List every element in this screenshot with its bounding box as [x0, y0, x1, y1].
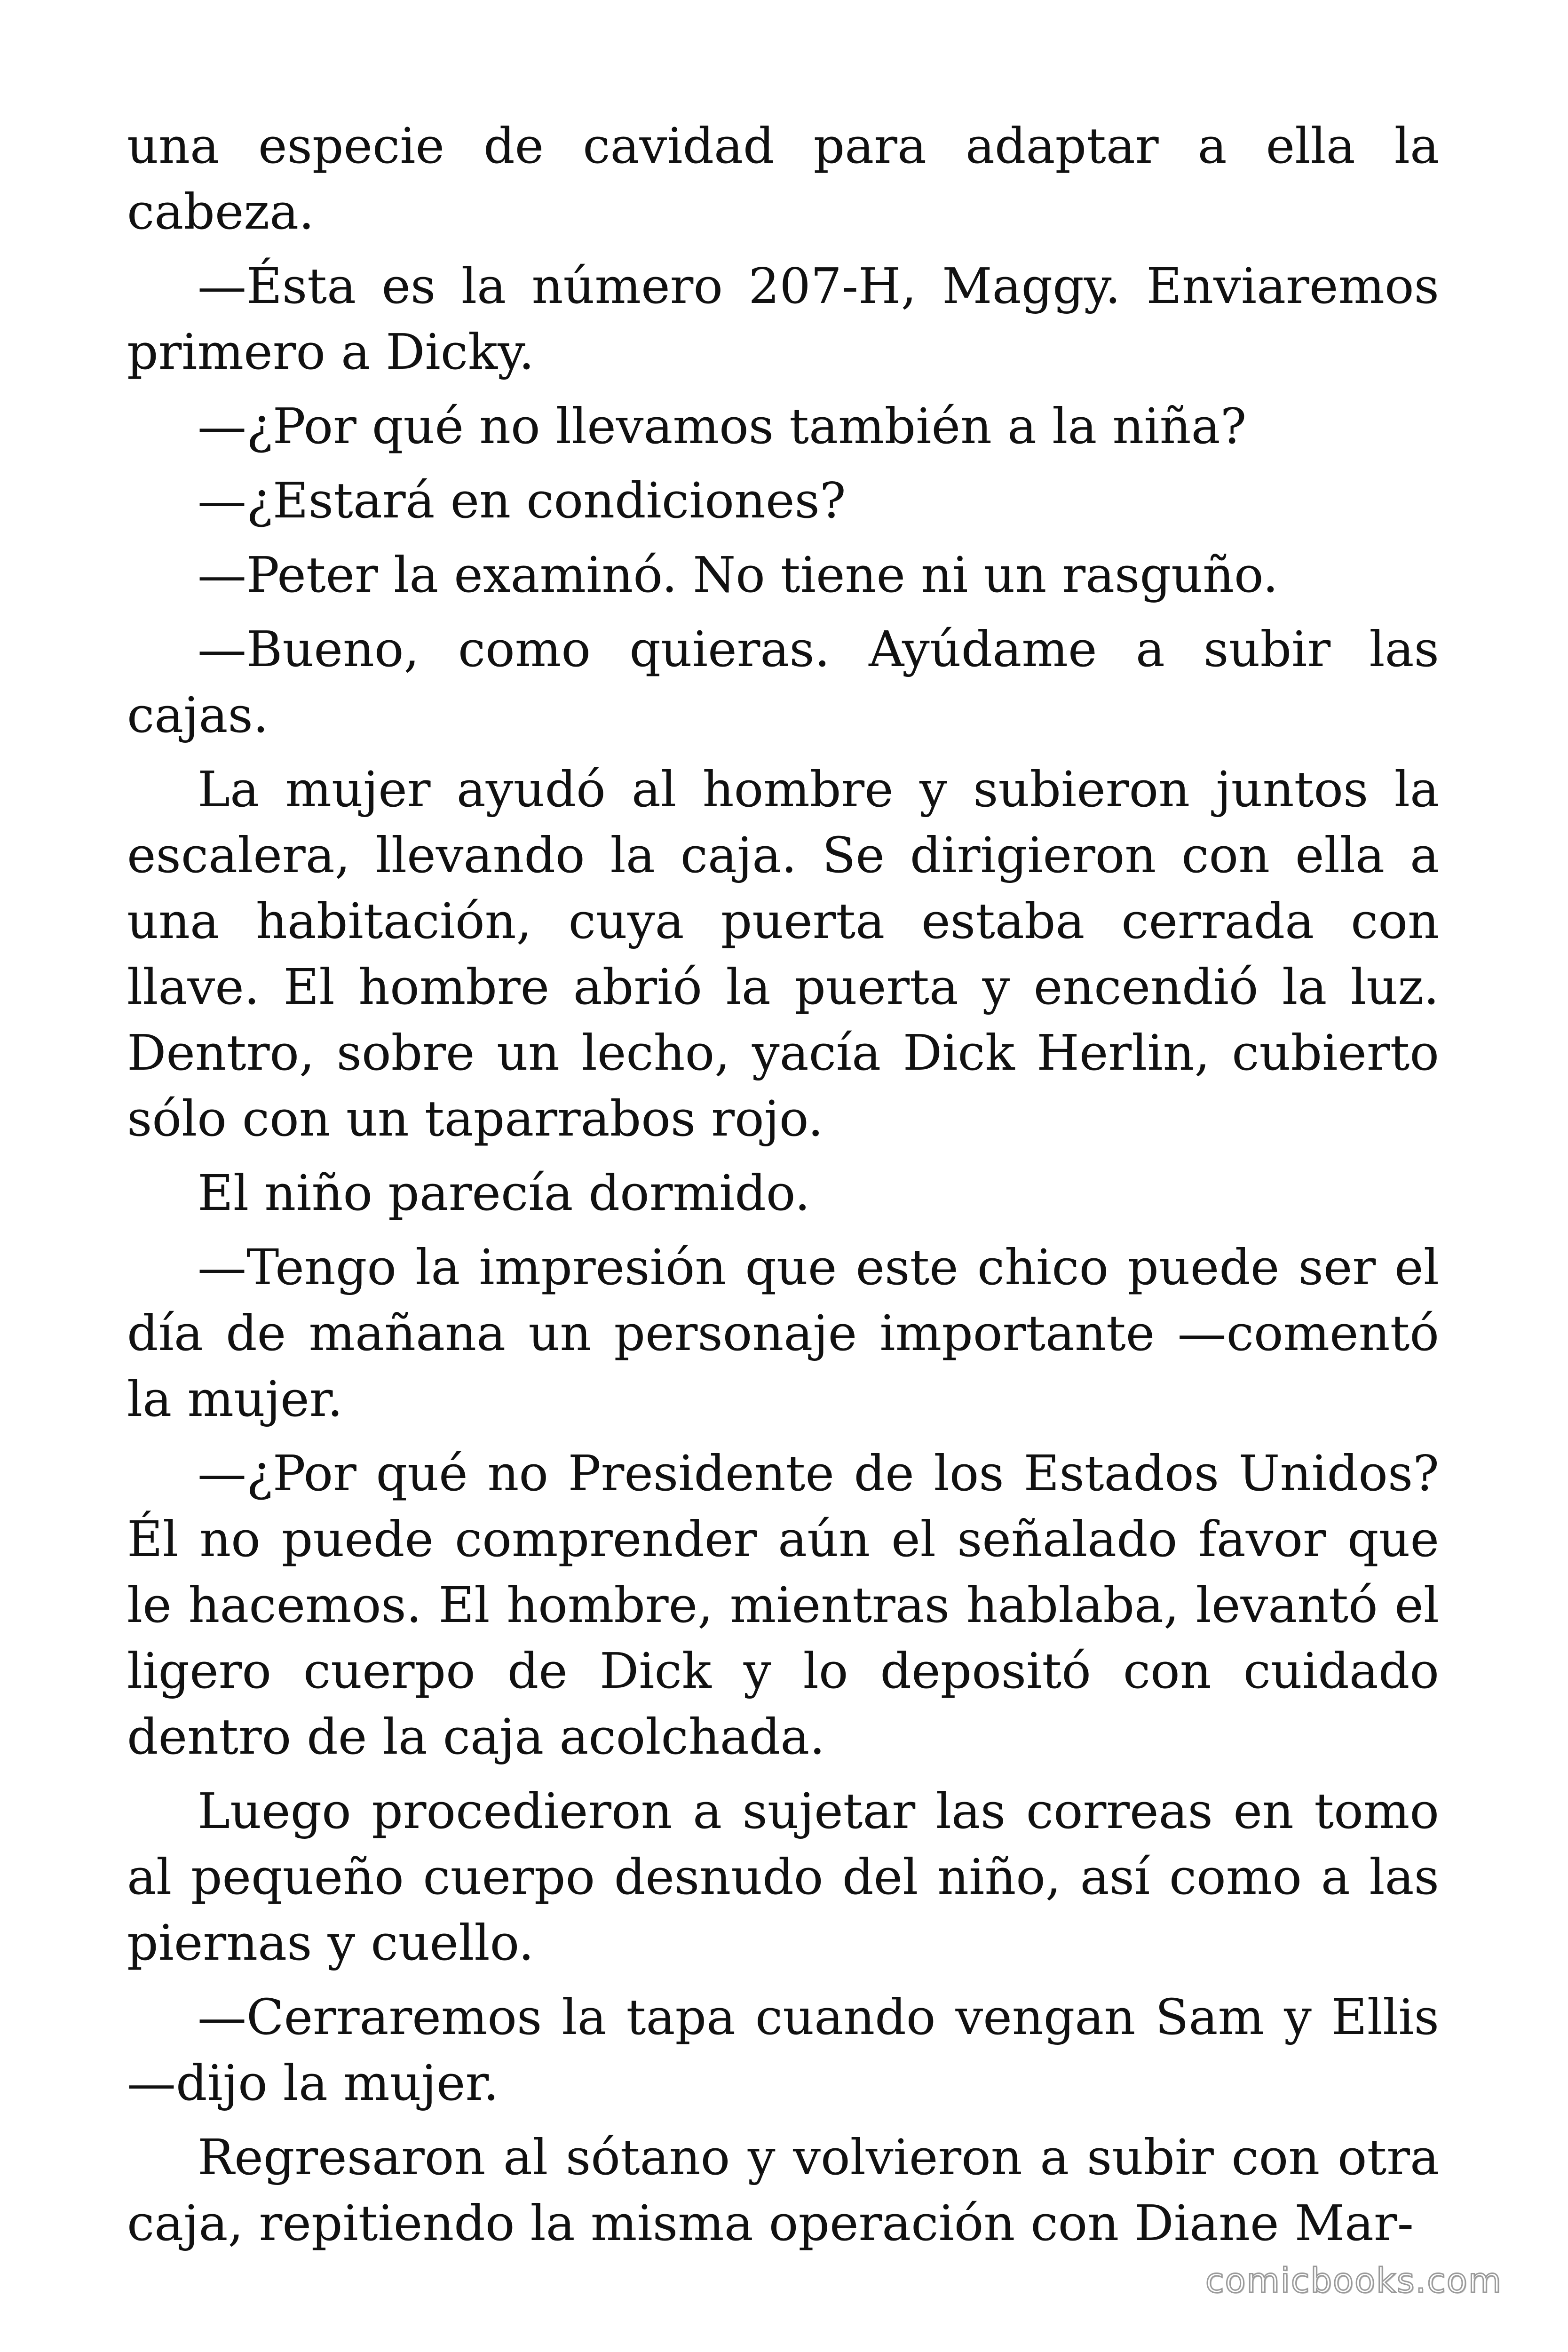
paragraph-4: —¿Estará en condiciones?	[198, 472, 846, 529]
paragraph-13: Regresaron al sótano y volvieron a subir con otra caja, repitiendo la misma operación con Diane Mar-	[127, 2129, 1439, 2252]
watermark: comicbooks.com	[1205, 2261, 1502, 2300]
book-page	[127, 113, 1439, 2265]
paragraph-8: El niño parecía dormido.	[198, 1164, 810, 1222]
paragraph-12: —Cerraremos la tapa cuando vengan Sam y Ellis —dijo la mujer.	[127, 1988, 1439, 2112]
paragraph-3: —¿Por qué no llevamos también a la niña?	[198, 397, 1247, 455]
paragraph-6: —Bueno, como quieras. Ayúdame a subir las cajas.	[127, 620, 1439, 744]
paragraph-1: una especie de cavidad para adaptar a ella la cabeza.	[127, 117, 1439, 240]
paragraph-7: La mujer ayudó al hombre y subieron juntos la escalera, llevando la caja. Se dirigieron con ella a una habitación, cuya puerta estaba cerrada con llave. El hombre abrió la puerta y encendió la luz. Dentro, sobre un lecho, yacía Dick Herlin, cubierto sólo con un taparrabos rojo.	[127, 761, 1439, 1147]
paragraph-2: —Ésta es la número 207-H, Maggy. Enviaremos primero a Dicky.	[127, 257, 1439, 381]
paragraph-10: —¿Por qué no Presidente de los Estados Unidos? Él no puede comprender aún el señalado favor que le hacemos. El hombre, mientras hablaba, levantó el ligero cuerpo de Dick y lo depositó con cuidado dentro de la caja acolchada.	[127, 1445, 1439, 1765]
paragraph-9: —Tengo la impresión que este chico puede ser el día de mañana un personaje importante —comentó la mujer.	[127, 1239, 1439, 1428]
paragraph-11: Luego procedieron a sujetar las correas en tomo al pequeño cuerpo desnudo del niño, así como a las piernas y cuello.	[127, 1782, 1439, 1971]
paragraph-5: —Peter la examinó. No tiene ni un rasguño.	[198, 546, 1278, 604]
